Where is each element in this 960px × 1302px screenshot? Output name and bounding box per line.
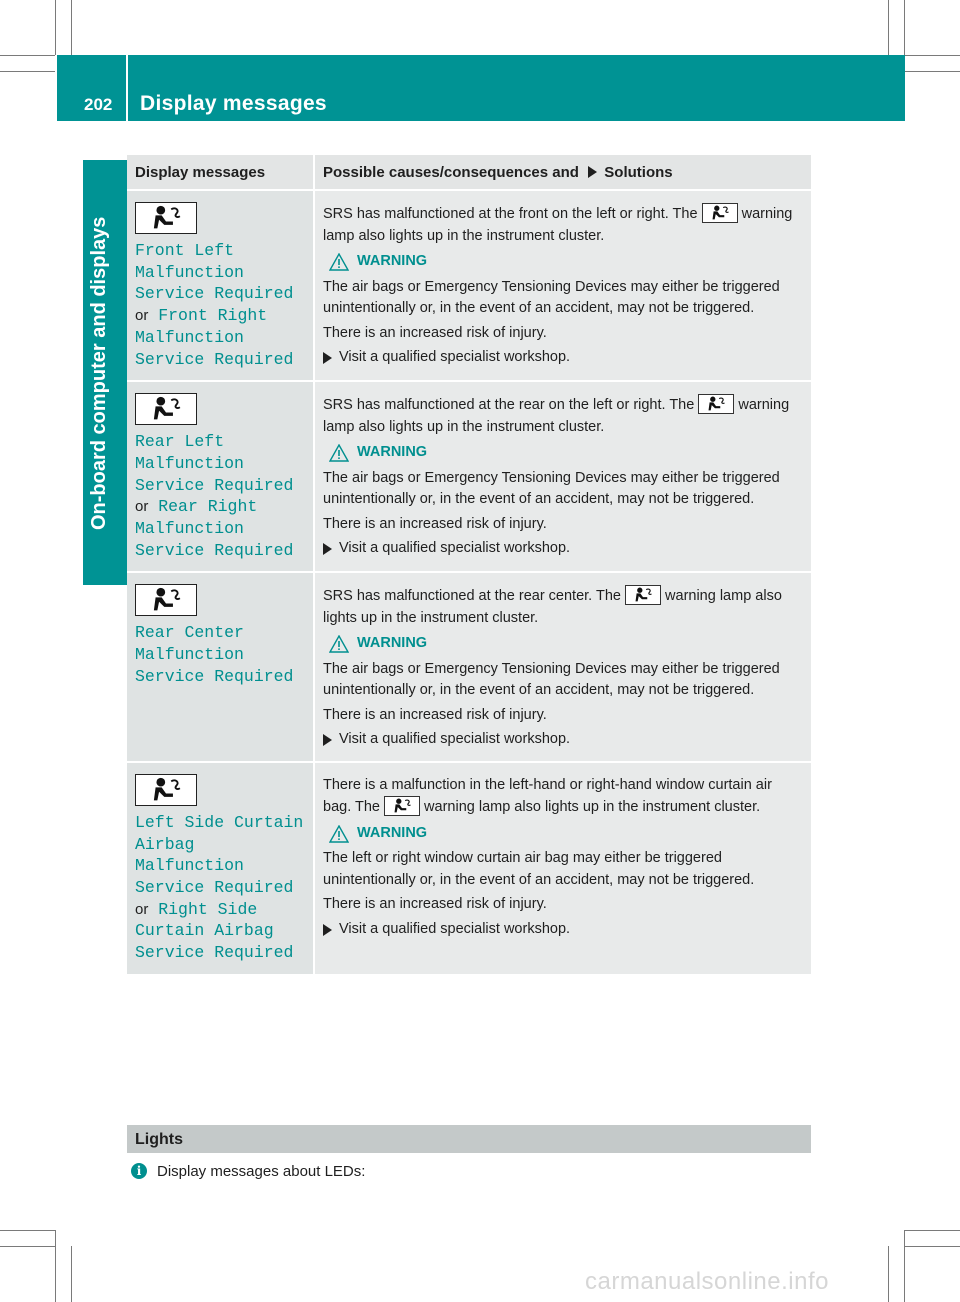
action-arrow-icon (323, 734, 332, 746)
display-message-text: Front Left (135, 241, 235, 260)
airbag-warning-icon (135, 393, 197, 425)
display-message-text: Front Right (158, 306, 268, 326)
warning-triangle-icon (329, 635, 349, 653)
warning-triangle-icon (329, 253, 349, 271)
display-message-text: Malfunction (135, 519, 244, 539)
action-arrow-icon (323, 543, 332, 555)
cause-text: SRS has malfunctioned at the rear on the left or right. The warning lamp also lights up in the instrument cluster. (323, 394, 803, 438)
crop-mark (0, 1246, 55, 1247)
column-header-display-messages: Display messages (127, 155, 314, 190)
action-step: Visit a qualified specialist workshop. (323, 729, 803, 751)
table-row (127, 762, 811, 974)
crop-mark (905, 1230, 960, 1231)
or-label: or (135, 498, 149, 516)
display-message-text: Malfunction (135, 453, 244, 473)
display-message-text: Rear Left (135, 432, 225, 452)
action-arrow-icon (323, 924, 332, 936)
table-row (127, 381, 811, 572)
display-message-text: Service Required (135, 349, 294, 369)
crop-mark (905, 55, 960, 56)
action-step: Visit a qualified specialist workshop. (323, 919, 803, 941)
airbag-warning-icon (384, 796, 420, 816)
airbag-warning-icon (135, 584, 197, 616)
watermark: carmanualsonline.info (585, 1268, 829, 1295)
table-row (127, 190, 811, 381)
crop-mark (904, 1230, 905, 1302)
warning-heading: WARNING (329, 442, 803, 464)
crop-mark (71, 0, 72, 55)
crop-mark (55, 1230, 56, 1302)
crop-mark (71, 1246, 72, 1302)
action-step: Visit a qualified specialist workshop. (323, 347, 803, 369)
action-arrow-icon (323, 352, 332, 364)
display-message-text: Service Required (135, 943, 294, 963)
causes-cell (314, 381, 811, 572)
table-row (127, 572, 811, 762)
display-message-text: Malfunction (135, 262, 244, 282)
action-step: Visit a qualified specialist workshop. (323, 538, 803, 560)
risk-text: There is an increased risk of injury. (323, 896, 547, 913)
warning-triangle-icon (329, 444, 349, 462)
header-divider (126, 55, 128, 121)
crop-mark (905, 1246, 960, 1247)
airbag-warning-icon (702, 203, 738, 223)
airbag-warning-icon (698, 394, 734, 414)
risk-text: There is an increased risk of injury. (323, 515, 547, 532)
display-message-text: Rear Right (158, 497, 258, 517)
warning-heading: WARNING (329, 633, 803, 655)
cause-text: SRS has malfunctioned at the rear center. The warning lamp also lights up in the instrument cluster. (323, 585, 803, 629)
warning-text: The left or right window curtain air bag may either be triggered unintentionally or, in the event of an accident, may not be triggered. (323, 850, 755, 888)
warning-text: The air bags or Emergency Tensioning Devices may either be triggered unintentionally or, in the event of an accident, may not be triggered. (323, 278, 780, 316)
display-message-text: Service Required (135, 284, 294, 304)
info-icon: i (131, 1163, 147, 1179)
causes-cell (314, 572, 811, 762)
section-heading-bar (127, 1125, 811, 1153)
display-message-cell (127, 572, 314, 762)
cause-text: There is a malfunction in the left-hand or right-hand window curtain air bag. The warning lamp also lights up in the instrument cluster. (323, 776, 772, 816)
warning-text: The air bags or Emergency Tensioning Devices may either be triggered unintentionally or, in the event of an accident, may not be triggered. (323, 469, 780, 508)
crop-mark (0, 1230, 55, 1231)
warning-heading: WARNING (329, 823, 803, 845)
airbag-warning-icon (135, 774, 197, 806)
risk-text: There is an increased risk of injury. (323, 706, 547, 723)
display-message-text: Curtain Airbag (135, 921, 274, 941)
crop-mark (888, 1246, 889, 1302)
display-message-text: Service Required (135, 475, 294, 495)
display-message-text: Service Required (135, 878, 294, 898)
crop-mark (55, 0, 56, 55)
or-label: or (135, 900, 149, 918)
display-messages-table (127, 155, 811, 974)
display-message-cell (127, 762, 314, 974)
display-message-text: Rear Center (135, 623, 244, 643)
airbag-warning-icon (625, 585, 661, 605)
airbag-warning-icon (135, 202, 197, 234)
display-message-text: Right Side (158, 899, 258, 919)
display-message-text: Service Required (135, 540, 294, 560)
warning-heading: WARNING (329, 251, 803, 273)
causes-cell (314, 190, 811, 381)
display-message-text: Airbag Malfunction (135, 834, 244, 876)
warning-triangle-icon (329, 825, 349, 843)
display-message-text: Service Required (135, 666, 294, 686)
causes-cell (314, 762, 811, 974)
or-label: or (135, 307, 149, 325)
display-message-text: Malfunction (135, 645, 244, 665)
info-text: Display messages about LEDs: (157, 1163, 366, 1180)
crop-mark (888, 0, 889, 55)
display-message-text: Left Side Curtain (135, 812, 304, 832)
crop-mark (904, 0, 905, 55)
section-title-lights: Lights (135, 1131, 183, 1148)
warning-text: The air bags or Emergency Tensioning Devices may either be triggered unintentionally or, in the event of an accident, may not be triggered. (323, 660, 780, 699)
column-header-causes: Possible causes/consequences and Solutions (314, 155, 811, 190)
risk-text: There is an increased risk of injury. (323, 324, 547, 341)
display-message-cell (127, 381, 314, 572)
crop-mark (905, 71, 960, 72)
crop-mark (0, 55, 55, 56)
page-title: Display messages (140, 92, 327, 115)
crop-mark (0, 71, 55, 72)
display-message-text: Malfunction (135, 327, 244, 347)
page-number: 202 (84, 95, 113, 114)
display-message-cell (127, 190, 314, 381)
table-header-row (127, 155, 811, 190)
solutions-arrow-icon (588, 166, 597, 178)
cause-text: SRS has malfunctioned at the front on the left or right. The warning lamp also lights up in the instrument cluster. (323, 203, 803, 247)
